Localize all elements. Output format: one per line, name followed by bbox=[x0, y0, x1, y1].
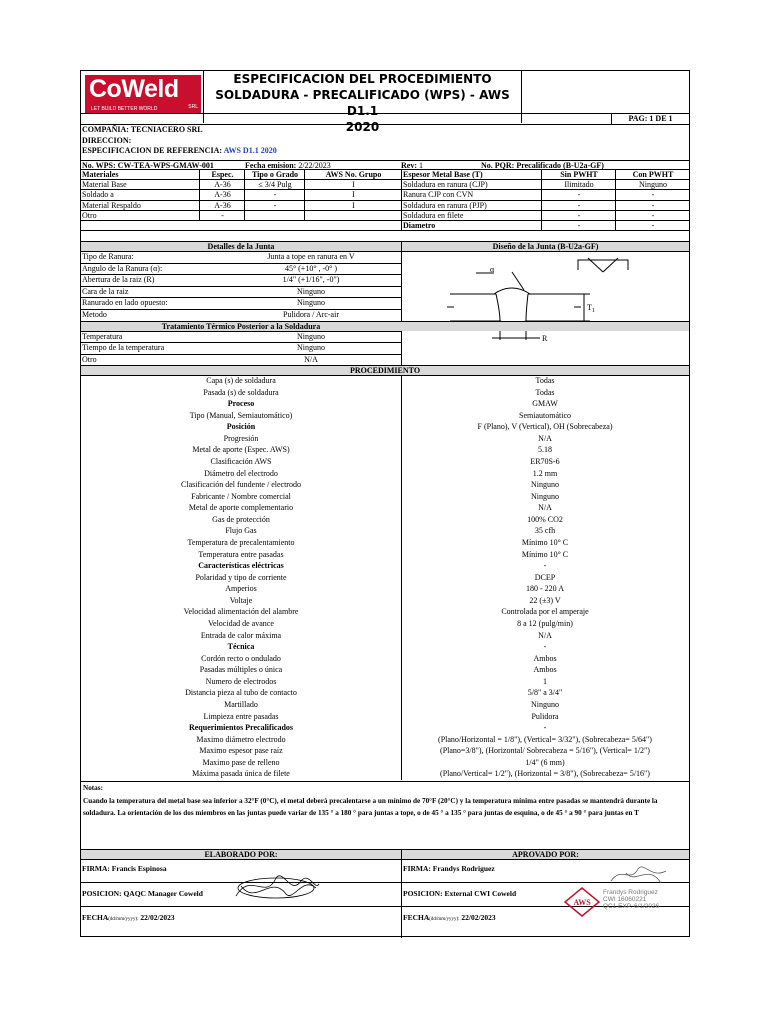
procedure-label: Capa (s) de soldadura bbox=[206, 376, 276, 385]
pwht-value: N/A bbox=[304, 354, 318, 364]
pwht-label: Tiempo de la temperatura bbox=[82, 343, 165, 353]
procedure-value: 35 cfh bbox=[534, 526, 556, 536]
procedure-label: Fabricante / Nombre comercial bbox=[191, 491, 291, 501]
thickness-cell: - bbox=[541, 201, 615, 210]
thickness-cell: Soldadura en ranura (CJP) bbox=[401, 180, 541, 189]
thickness-cell: - bbox=[541, 190, 615, 199]
procedure-label: Posición bbox=[226, 422, 256, 432]
procedure-value: - bbox=[543, 561, 547, 571]
thickness-cell: - bbox=[615, 201, 689, 210]
procedure-label: Metal de aporte complementario bbox=[188, 503, 294, 513]
procedure-value: Ninguno bbox=[531, 491, 559, 501]
joint-row bbox=[81, 286, 401, 298]
procedure-label: Clasificación del fundente / electrodo bbox=[181, 480, 301, 490]
procedure-value: Ambos bbox=[533, 665, 557, 675]
procedure-label: Temperatura de precalentamiento bbox=[187, 538, 295, 547]
procedure-label: Progresión bbox=[223, 433, 259, 443]
bevel-right bbox=[526, 294, 528, 321]
procedure-value: Todas bbox=[535, 376, 555, 385]
procedure-label: Amperios bbox=[225, 584, 257, 594]
materials-cell: A-36 bbox=[199, 180, 244, 189]
procedure-value: 100% CO2 bbox=[527, 514, 563, 524]
procedure-label: Pasadas múltiples o única bbox=[199, 665, 283, 675]
joint-row bbox=[81, 263, 401, 275]
procedure-label: Maximo pase de relleno bbox=[202, 757, 280, 767]
procedure-label: Técnica bbox=[227, 642, 255, 652]
handwritten-signature-right bbox=[606, 861, 671, 889]
materials-cell: - bbox=[244, 201, 304, 210]
procedure-value: Semiautomático bbox=[519, 410, 571, 420]
materials-cell: - bbox=[244, 190, 304, 199]
procedure-value: (Plano/Vertical= 1/2"), (Horizontal = 3/8"), (Sobrecabeza= 5/16") bbox=[440, 769, 650, 779]
procedure-label: Diámetro del electrodo bbox=[204, 468, 278, 478]
thickness-cell: Ilimitado bbox=[541, 180, 615, 189]
pwht-title: Tratamiento Térmico Posterior a la Soldadura bbox=[161, 322, 321, 331]
prepared-signature: FIRMA: Francis Espinosa bbox=[82, 864, 167, 873]
procedure-label: Polaridad y tipo de corriente bbox=[195, 572, 287, 582]
procedure-label: Proceso bbox=[227, 399, 255, 409]
procedure-label: Limpieza entre pasadas bbox=[203, 711, 279, 721]
procedure-value: 5/8" a 3/4" bbox=[527, 688, 563, 698]
pwht-value: Ninguno bbox=[297, 332, 325, 341]
procedure-label: Clasificación AWS bbox=[210, 457, 272, 466]
procedure-value: ER70S-6 bbox=[530, 457, 560, 466]
materials-cell: ≤ 3/4 Pulg bbox=[244, 180, 304, 189]
materials-row bbox=[81, 210, 689, 220]
procedure-label: Metal de aporte (Espec. AWS) bbox=[192, 445, 290, 455]
joint-details-table bbox=[81, 251, 401, 321]
notes-label: Notas: bbox=[83, 784, 103, 792]
materials-header: AWS No. Grupo bbox=[304, 170, 401, 179]
materials-row bbox=[81, 189, 689, 199]
document-title: ESPECIFICACION DEL PROCEDIMIENTO SOLDADURA - PRECALIFICADO (WPS) - AWS D1.1 2020 bbox=[215, 72, 510, 134]
handwritten-signature-left bbox=[231, 866, 321, 906]
materials-row bbox=[81, 200, 689, 210]
procedure-label: Temperatura entre pasadas bbox=[198, 549, 284, 559]
pwht-label: Temperatura bbox=[82, 332, 123, 341]
company: COMPAÑIA: TECNIACERO SRL bbox=[82, 125, 203, 134]
materials-cell: A-36 bbox=[199, 190, 244, 199]
joint-design-diagram bbox=[401, 251, 689, 365]
materials-cell: Soldado a bbox=[82, 190, 114, 200]
procedure-title: PROCEDIMIENTO bbox=[349, 366, 421, 375]
joint-label: Angulo de la Ranura (α): bbox=[82, 263, 163, 273]
procedure-value: 1 bbox=[543, 676, 547, 686]
procedure-value: F (Plano), V (Vertical), OH (Sobrecabeza) bbox=[477, 422, 613, 432]
procedure-value: N/A bbox=[538, 503, 552, 513]
materials-cell bbox=[304, 211, 401, 220]
procedure-label: Velocidad alimentación del alambre bbox=[183, 607, 299, 617]
materials-header: Espec. bbox=[199, 170, 244, 179]
cwi-stamp-text: Frandys Rodriguez CWI 16060221 QC1 EXP. 6/1/2026 bbox=[603, 889, 660, 910]
approved-by-title: APROVADO POR: bbox=[401, 850, 689, 859]
joint-value: 45° (+10° , -0° ) bbox=[284, 263, 338, 273]
thickness-cell: Soldadura en ranura (PJP) bbox=[401, 201, 541, 210]
joint-row bbox=[81, 297, 401, 309]
procedure-label: Cordón recto o ondulado bbox=[201, 653, 281, 663]
joint-value: Ninguno bbox=[297, 298, 325, 308]
joint-row bbox=[81, 274, 401, 286]
procedure-value: 5.18 bbox=[538, 445, 552, 455]
materials-row bbox=[81, 220, 689, 230]
procedure-value: Pulidora bbox=[531, 711, 559, 721]
procedure-label: Requerimientos Precalificados bbox=[188, 723, 294, 733]
t1-label: $T_1$ bbox=[587, 303, 595, 314]
thickness-cell: - bbox=[541, 221, 615, 230]
procedure-label: Maximo espesor pase raíz bbox=[199, 746, 283, 756]
procedure-value: GMAW bbox=[532, 399, 558, 409]
joint-label: Ranurado en lado opuesto: bbox=[82, 298, 168, 308]
materials-cell: Otro bbox=[82, 210, 97, 220]
joint-row bbox=[81, 309, 401, 321]
pwht-row bbox=[81, 354, 401, 365]
procedure-value: Ninguno bbox=[531, 480, 559, 490]
notes-text: Cuando la temperatura del metal base sea inferior a 32°F (0°C), el metal deberá precalentarse a un mínimo de 70°F (20°C) y la temperatura mínima entre pasadas se mantendrá durante la soldadura. La orientación de los dos miembros en las juntas puede variar de 135 ° a 180 ° para juntas a tope, o de 45 ° a 135 ° para juntas de esquina, o de 45 ° a 90 ° para juntas en T bbox=[83, 796, 658, 817]
materials-header: Materiales bbox=[82, 170, 119, 179]
joint-label: Cara de la raiz bbox=[82, 286, 129, 296]
procedure-value: N/A bbox=[538, 630, 552, 640]
pqr-number: No. PQR: Precalificado (B-U2a-GF) bbox=[481, 161, 604, 169]
materials-cell bbox=[244, 211, 304, 220]
prepared-by-title: ELABORADO POR: bbox=[204, 850, 278, 859]
procedure-label: Características eléctricas bbox=[198, 561, 284, 571]
reference-label: ESPECIFICACION DE REFERENCIA: bbox=[82, 146, 223, 155]
bevel-left bbox=[496, 294, 500, 321]
materials-cell: I bbox=[304, 180, 401, 189]
thickness-cell: - bbox=[615, 211, 689, 220]
joint-value: Ninguno bbox=[297, 286, 325, 296]
prepared-date: 22/02/2023 bbox=[140, 913, 175, 922]
materials-header: Tipo o Grado bbox=[244, 170, 304, 179]
thickness-header: Sin PWHT bbox=[541, 170, 615, 179]
procedure-value: 180 - 220 A bbox=[526, 584, 564, 594]
procedure-value: - bbox=[543, 723, 547, 733]
thickness-cell: Ranura CJP con CVN bbox=[401, 190, 541, 199]
procedure-value: Mínimo 10° C bbox=[521, 549, 569, 559]
joint-diagram-svg bbox=[402, 252, 690, 366]
procedure-value: - bbox=[543, 642, 547, 652]
weld-cap bbox=[494, 288, 530, 294]
notes bbox=[81, 782, 689, 820]
symbol-frame bbox=[578, 260, 628, 270]
materials-row bbox=[81, 179, 689, 189]
approved-signature: FIRMA: Frandys Rodriguez bbox=[403, 864, 495, 873]
alpha-label: α bbox=[490, 265, 495, 274]
materials-header-row bbox=[81, 169, 689, 179]
pwht-label: Otro bbox=[82, 354, 97, 364]
procedure-label: Martillado bbox=[224, 700, 258, 709]
wps-sheet: CoWeld LET BUILD BETTER WORLD SRL ESPECIFICACION DEL PROCEDIMIENTO SOLDADURA - PRECALIFICADO (WPS) - AWS D1.1 2020 PAG: 1 DE 1 COMPAÑIA: TECNIACERO SRL DIRECCION: ESPECIFICACION DE REFERENCIA: AWS D1.1 2020 No. WPS: CW-TEA-WPS-GMAW-001 Fecha emision: 2/22/2023 Rev: 1 No. PQR: Precalificado (B-U2a-GF) Materiales Espec. Tipo o Grado AWS No. Grupo Espesor Metal Base (T) Sin PWHT Con PWHT Material Base A-36 ≤ 3/4 Pulg I Soldadura en ranura (CJP) Ilimitado Ninguno Soldado a A-36 - I Ranura CJP con CVN - - Material Respaldo A-36 - I Soldadura en ranura (PJP) - - Otro - Soldadura en filete - - Diametro - - Detalles de la Junta Diseño de la Junta (B-U2a-GF) Tipo de Ranura: Junta a tope en ranura en V Angulo de la Ranura (α): 45° (+10° , -0° ) Abertura de la raiz (R) 1/4" (+1/16", -0") Cara de la raiz Ninguno Ranurado en lado opuesto: Ninguno Metodo Pulidora / Arc-air α $T_1$ R Tratamiento Térmico Posterior a la Soldadura Temperatura Ninguno Tiempo de la temperatura Ninguno Otro N/A PROCEDIMIENTO Capa (s) de soldadura Todas Pasada (s) de soldadura Todas Proceso GMAW Tipo (Manual, Semiautomático) Semiautomático Posición F (Plano), V (Vertical), OH (Sobrecabeza) Progresión N/A Metal de aporte (Espec. AWS) 5.18 Clasificación AWS ER70S-6 Diámetro del electrodo 1.2 mm Clasificación del fundente / electrodo Ninguno Fabricante / Nombre comercial Ninguno Metal de aporte complementario N/A Gas de protección 100% CO2 Flujo Gas 35 cfh Temperatura de precalentamiento Mínimo 10° C Temperatura entre pasadas Mínimo 10° C Características eléctricas - Polaridad y tipo de corriente DCEP Amperios 180 - 220 A Voltaje 22 (±3) V Velocidad alimentación del alambre Controlada por el amperaje Velocidad de avance 8 a 12 (pulg/min) Entrada de calor máxima N/A Técnica - Cordón recto o ondulado Ambos Pasadas múltiples o única Ambos Numero de electrodos 1 Distancia pieza al tubo de contacto 5/8" a 3/4" Martillado Ninguno Limpieza entre pasadas Pulidora Requerimientos Precalificados - Maximo diámetro electrodo (Plano/Horizontal = 1/8"), (Vertical= 3/32"), (Sobrecabeza= 5/64") Maximo espesor pase raíz (Plano=3/8"), (Horizontal/ Sobrecabeza = 5/16"), (Vertical= 1/2") Maximo pase de relleno 1/4" (6 mm) Máxima pasada única de filete (Plano/Vertical= 1/2"), (Horizontal = 3/8"), (Sobrecabeza= 5/16") Notas: Cuando la temperatura del metal base sea inferior a 32°F (0°C), el metal deberá precalentarse a un mínimo de 70°F (20°C) y la temperatura mínima entre pasadas se mantendrá durante la soldadura. La orientación de los dos miembros en las juntas puede variar de 135 ° a 180 ° para juntas a tope, o de 45 ° a 135 ° para juntas de esquina, o de 45 ° a 90 ° para juntas en T ELABORADO POR: APROVADO POR: FIRMA: Francis Espinosa POSICION: QAQC Manager Coweld FECHA(dd/mm/yyyy): 22/02/2023 FIRMA: Frandys Rodriguez POSICION: External CWI Coweld FECHA(dd/mm/yyyy): 22/02/2023 AWS Frandys Rodriguez CWI 16060221 QC1 EXP. 6/1/2026 bbox=[80, 70, 690, 937]
thickness-cell: Diametro bbox=[401, 221, 541, 230]
procedure-value: (Plano=3/8"), (Horizontal/ Sobrecabeza = 5/16"), (Vertical= 1/2") bbox=[440, 746, 650, 756]
materials-cell: A-36 bbox=[199, 201, 244, 210]
joint-label: Tipo de Ranura: bbox=[82, 252, 134, 261]
procedure-label: Entrada de calor máxima bbox=[200, 630, 282, 640]
procedure-value: Controlada por el amperaje bbox=[501, 607, 589, 617]
procedure-label: Velocidad de avance bbox=[208, 619, 274, 628]
materials-cell: I bbox=[304, 201, 401, 210]
pwht-row bbox=[81, 342, 401, 353]
procedure-value: DCEP bbox=[534, 572, 556, 582]
svg-text:AWS: AWS bbox=[573, 898, 591, 907]
coweld-logo: CoWeld LET BUILD BETTER WORLD SRL bbox=[85, 75, 201, 113]
procedure-label: Pasada (s) de soldadura bbox=[203, 387, 279, 397]
procedure-value: 8 a 12 (pulg/min) bbox=[517, 619, 573, 628]
pwht-row bbox=[81, 331, 401, 342]
procedure-value: Ninguno bbox=[531, 700, 559, 709]
thickness-cell: - bbox=[615, 190, 689, 199]
page-number: PAG: 1 DE 1 bbox=[611, 114, 689, 124]
thickness-header: Espesor Metal Base (T) bbox=[401, 170, 541, 179]
procedure-label: Numero de electrodos bbox=[205, 676, 277, 686]
joint-value: Junta a tope en ranura en V bbox=[267, 252, 355, 261]
joint-design-title: Diseño de la Junta (B-U2a-GF) bbox=[401, 242, 689, 251]
procedure-label: Voltaje bbox=[229, 595, 253, 605]
procedure-value: Ambos bbox=[533, 653, 557, 663]
thickness-cell: - bbox=[615, 221, 689, 230]
joint-value: Pulidora / Arc-air bbox=[283, 310, 339, 319]
procedure-value: 1.2 mm bbox=[532, 468, 558, 478]
r-label: R bbox=[542, 334, 548, 343]
materials-row bbox=[81, 230, 689, 240]
joint-details-title: Detalles de la Junta bbox=[207, 242, 275, 251]
procedure-value: Todas bbox=[535, 387, 555, 397]
materials-cell: I bbox=[304, 190, 401, 199]
procedure-value: 22 (±3) V bbox=[529, 595, 561, 605]
procedure-label: Maximo diámetro electrodo bbox=[196, 734, 286, 744]
approved-position: POSICION: External CWI Coweld bbox=[403, 889, 517, 898]
procedure-label: Distancia pieza al tubo de contacto bbox=[185, 688, 297, 698]
materials-cell: Material Base bbox=[82, 180, 127, 190]
procedure-label: Flujo Gas bbox=[225, 526, 257, 536]
thickness-header: Con PWHT bbox=[615, 170, 689, 179]
prepared-position: POSICION: QAQC Manager Coweld bbox=[82, 889, 203, 898]
aws-stamp bbox=[563, 886, 601, 918]
approved-date: 22/02/2023 bbox=[461, 913, 496, 922]
procedure-value: Mínimo 10° C bbox=[521, 538, 569, 547]
procedure-label: Tipo (Manual, Semiautomático) bbox=[189, 410, 293, 420]
thickness-cell: Ninguno bbox=[615, 180, 689, 189]
materials-table bbox=[81, 169, 689, 241]
wps-number: No. WPS: CW-TEA-WPS-GMAW-001 bbox=[82, 161, 214, 169]
procedure-label: Gas de protección bbox=[212, 514, 270, 524]
materials-cell: - bbox=[199, 211, 244, 220]
procedure-label: Máxima pasada única de filete bbox=[192, 769, 290, 779]
procedure-table bbox=[81, 375, 689, 780]
joint-row bbox=[81, 251, 401, 263]
address: DIRECCION: bbox=[82, 135, 132, 145]
procedure-value: (Plano/Horizontal = 1/8"), (Vertical= 3/32"), (Sobrecabeza= 5/64") bbox=[438, 734, 652, 744]
pwht-table bbox=[81, 331, 401, 365]
materials-cell: Material Respaldo bbox=[82, 200, 141, 210]
thickness-cell: - bbox=[541, 211, 615, 220]
joint-label: Abertura de la raiz (R) bbox=[82, 275, 155, 285]
revision: 1 bbox=[419, 161, 423, 169]
procedure-value: 1/4" (6 mm) bbox=[525, 757, 565, 767]
emission-date: 2/22/2023 bbox=[298, 161, 331, 169]
alpha-line bbox=[512, 272, 524, 290]
reference-value: AWS D1.1 2020 bbox=[223, 146, 277, 155]
joint-value: 1/4" (+1/16", -0") bbox=[282, 275, 340, 285]
pwht-value: Ninguno bbox=[297, 343, 325, 353]
procedure-value: N/A bbox=[538, 433, 552, 443]
thickness-cell: Soldadura en filete bbox=[401, 211, 541, 220]
joint-label: Metodo bbox=[82, 310, 107, 319]
